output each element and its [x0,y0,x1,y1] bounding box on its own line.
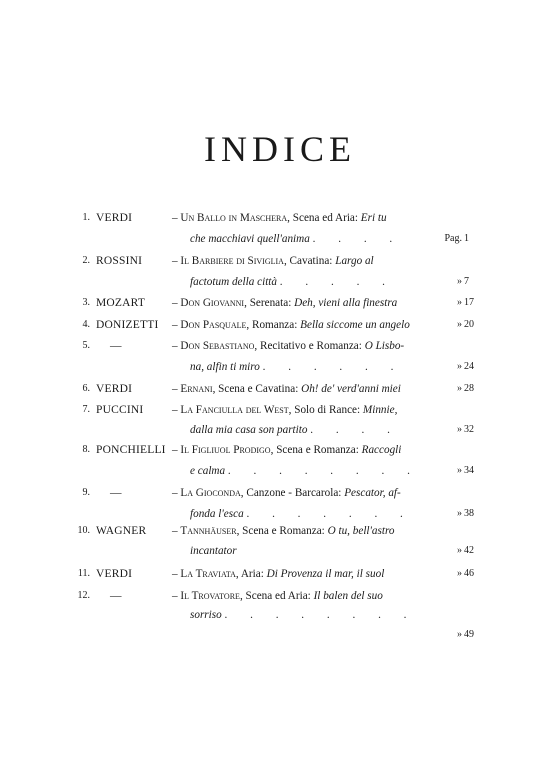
entry-page: 7 [464,276,469,287]
entry-composer: MOZART [96,297,146,309]
entry-work-title: La Gioconda [180,487,241,499]
entry-aria: Il balen del suo [313,590,383,602]
entry-page: 42 [464,545,474,556]
entry-work-line: – Un Ballo in Maschera, Scena ed Aria: Eri tu [172,212,387,224]
page-title: INDICE [204,129,356,169]
leader-dots: . . . . [312,233,403,245]
entry-number: 12. [77,590,90,601]
entry-work-title: Il Barbiere di Siviglia [180,255,284,267]
entry-composer: PONCHIELLI [96,444,166,456]
leader-dots: . . . . . . . [246,508,413,520]
entry-page: 34 [464,465,474,476]
entry-composer: VERDI [96,568,133,580]
page-marker: » [457,297,462,308]
entry-aria: Deh, vieni alla finestra [294,297,398,309]
entry-page: 24 [464,361,474,372]
entry-work-line: – Tannhäuser, Scena e Romanza: O tu, bell'astro [172,525,395,537]
entry-work-title: Il Figliuol Prodigo [180,444,271,456]
entry-number: 9. [82,487,90,498]
entry-aria-continuation: na, alfin ti miro [190,361,260,373]
entry-description: , Scena e Romanza: [270,444,362,456]
entry-work-title: La Fanciulla del West [180,404,289,416]
entry-description: , Scena e Cavatina: [212,383,302,395]
entry-aria: O tu, bell'astro [327,525,395,537]
entry-number: 8. [82,444,90,455]
entry-description: , Scena ed Aria: [287,212,361,224]
entry-description: , Cavatina: [283,255,336,267]
page-marker: » [457,465,462,476]
page-marker: » [457,629,462,640]
entry-aria-continuation: dalla mia casa son partito [190,424,308,436]
entry-number: 6. [82,383,90,394]
entry-description: , Solo di Rance: [288,404,363,416]
entry-number: 3. [82,297,90,308]
page-marker: » [457,361,462,372]
entry-aria: Eri tu [360,212,387,224]
entry-aria: Pescator, af- [344,487,401,499]
page-marker: » [457,545,462,556]
entry-aria: Oh! de' verd'anni miei [301,383,401,395]
entry-aria: Largo al [335,255,374,267]
entry-description: , Scena ed Aria: [239,590,314,602]
entry-second-line [190,541,450,561]
entry-page: 1 [464,233,469,244]
page-marker: » [457,383,462,394]
entry-composer: WAGNER [96,525,147,537]
entry-description: , Canzone - Barcarola: [240,487,345,499]
entry-work-line: – La Gioconda, Canzone - Barcarola: Pescator, af- [172,487,401,499]
entry-work-title: Don Pasquale [180,319,247,331]
entry-description: , Scena e Romanza: [236,525,328,537]
entry-composer: — [110,340,122,352]
entry-work-line: – Ernani, Scena e Cavatina: Oh! de' verd'anni miei [172,383,401,395]
entry-work-title: Ernani [180,383,213,395]
page-marker: » [457,276,462,287]
entry-page: 38 [464,508,474,519]
entry-composer: VERDI [96,383,133,395]
entry-number: 2. [82,255,90,266]
entry-aria-continuation: che macchiavi quell'anima [190,233,310,245]
entry-second-line [190,420,450,440]
entry-description: , Romanza: [246,319,301,331]
entry-composer: ROSSINI [96,255,143,267]
leader-dots: . . . . [310,424,400,436]
leader-dots: . . . . . [279,276,395,288]
entry-aria: O Lisbo- [364,340,405,352]
entry-number: 11. [77,568,90,579]
entry-page: 20 [464,319,474,330]
entry-composer: — [110,590,122,602]
entry-work-line: – Il Trovatore, Scena ed Aria: Il balen del suo [172,590,383,602]
entry-work-title: Don Giovanni [180,297,245,309]
entry-aria: Minnie, [362,404,398,416]
entry-number: 7. [82,404,90,415]
entry-work-line: – Il Figliuol Prodigo, Scena e Romanza: Raccogli [172,444,402,456]
entry-work-line: – Don Giovanni, Serenata: Deh, vieni alla finestra [172,297,398,309]
entry-aria: Di Provenza il mar, il suol [266,568,385,580]
entry-work-title: Tannhäuser [180,525,237,537]
entry-page: 46 [464,568,474,579]
entry-aria-continuation: fonda l'esca [190,508,244,520]
entry-page: 32 [464,424,474,435]
entry-work-line: – La Fanciulla del West, Solo di Rance: Minnie, [172,404,398,416]
entry-description: , Aria: [235,568,267,580]
entry-page: 17 [464,297,474,308]
entry-number: 10. [77,525,90,536]
entry-work-title: Don Sebastiano [180,340,255,352]
entry-composer: PUCCINI [96,404,144,416]
entry-second-line [190,357,450,377]
entry-work-line: – Don Pasquale, Romanza: Bella siccome un angelo [172,319,410,331]
entry-second-line [190,272,450,292]
entry-composer: — [110,487,122,499]
entry-work-line: – Don Sebastiano, Recitativo e Romanza: O Lisbo- [172,340,405,352]
entry-second-line [190,229,450,249]
entry-page: 49 [464,629,474,640]
entry-work-title: Il Trovatore [180,590,240,602]
page-marker: » [457,424,462,435]
leader-dots: . . . . . . [262,361,404,373]
entry-number: 5. [82,340,90,351]
entry-aria-continuation: incantator [190,545,237,557]
entry-number: 4. [82,319,90,330]
entry-aria-continuation: e calma [190,465,226,477]
entry-description: , Serenata: [244,297,295,309]
entry-second-line [190,605,450,625]
entry-aria: Bella siccome un angelo [300,319,410,331]
entry-aria: Raccogli [361,444,402,456]
leader-dots: . . . . . . . . [227,465,420,477]
entry-work-title: La Traviata [180,568,236,580]
entry-second-line [190,461,450,481]
page-label: Pag. [444,233,462,244]
entry-description: , Recitativo e Romanza: [254,340,365,352]
entry-aria-continuation: sorriso [190,609,222,621]
entry-aria-continuation: factotum della città [190,276,277,288]
page-marker: » [457,508,462,519]
entry-work-line: – La Traviata, Aria: Di Provenza il mar, il suol [172,568,385,580]
entry-number: 1. [82,212,90,223]
entry-composer: VERDI [96,212,133,224]
entry-page: 28 [464,383,474,394]
entry-composer: DONIZETTI [96,319,159,331]
page-marker: » [457,568,462,579]
leader-dots: . . . . . . . . [224,609,417,621]
entry-work-line: – Il Barbiere di Siviglia, Cavatina: Largo al [172,255,374,267]
entry-work-title: Un Ballo in Maschera [180,212,288,224]
page-marker: » [457,319,462,330]
